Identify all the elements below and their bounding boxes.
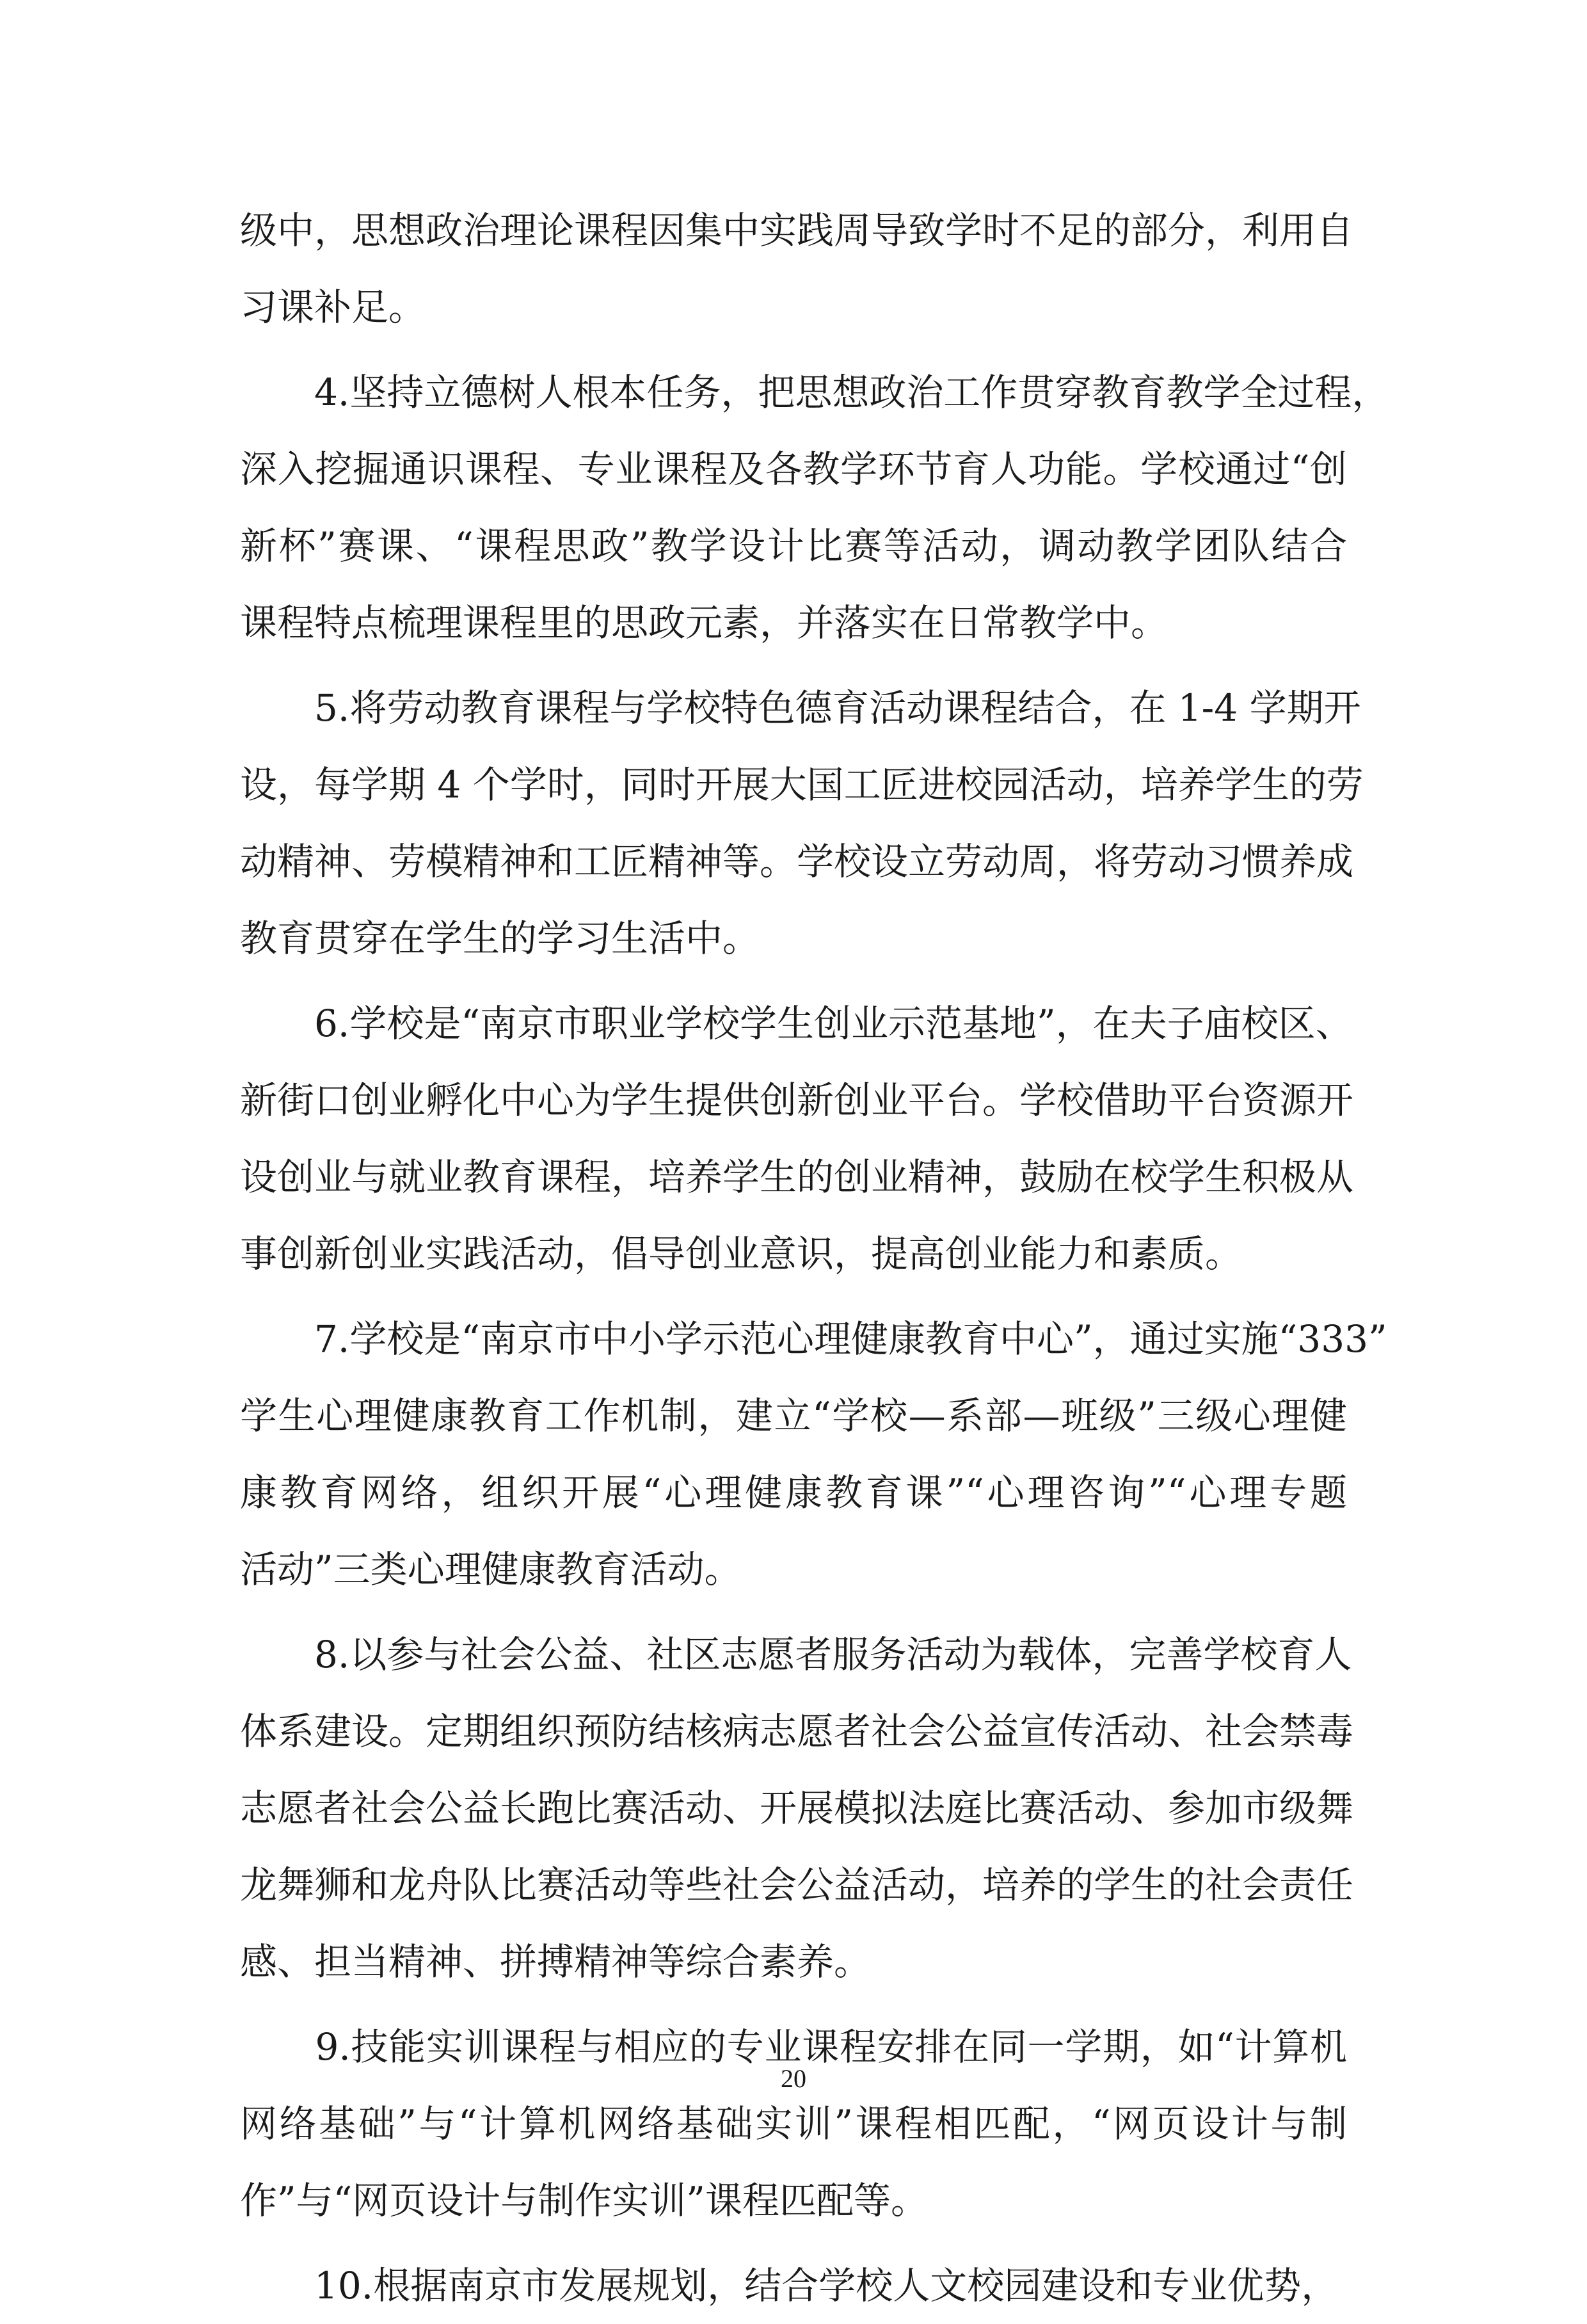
text-line: 课程特点梳理课程里的思政元素，并落实在日常教学中。 [240,601,1168,645]
text-line: 教育贯穿在学生的学习生活中。 [240,917,760,960]
text-line: 康教育网络，组织开展“心理健康教育课”“心理咨询”“心理专题 [240,1471,1347,1514]
paragraph-gap [240,346,1347,354]
text-line: 体系建设。定期组织预防结核病志愿者社会公益宣传活动、社会禁毒 [240,1710,1354,1753]
paragraph [240,2247,1347,2324]
text-line: 6.学校是“南京市职业学校学生创业示范基地”，在夫子庙校区、 [240,1002,1353,1045]
text-line: 8.以参与社会公益、社区志愿者服务活动为载体，完善学校育人 [240,1633,1352,1676]
text-line: 新杯”赛课、“课程思政”教学设计比赛等活动，调动教学团队结合 [240,524,1347,568]
paragraph [240,192,1354,346]
text-line: 7.学校是“南京市中小学示范心理健康教育中心”，通过实施“333” [240,1317,1387,1361]
text-line: 新街口创业孵化中心为学生提供创新创业平台。学校借助平台资源开 [240,1078,1354,1122]
text-line: 级中，思想政治理论课程因集中实践周导致学时不足的部分，利用自 [240,209,1354,252]
page-number: 20 [781,2064,806,2093]
text-line: 网络基础”与“计算机网络基础实训”课程相匹配，“网页设计与制 [240,2102,1347,2145]
text-line: 事创新创业实践活动，倡导创业意识，提高创业能力和素质。 [240,1232,1243,1276]
text-line: 4.坚持立德树人根本任务，把思想政治工作贯穿教育教学全过程， [240,371,1389,414]
text-line: 志愿者社会公益长跑比赛活动、开展模拟法庭比赛活动、参加市级舞 [240,1786,1354,1830]
paragraph [240,985,1354,1292]
text-line: 5.将劳动教育课程与学校特色德育活动课程结合，在 1-4 学期开 [240,686,1361,730]
paragraph [240,2008,1347,2239]
text-line: 10.根据南京市发展规划，结合学校人文校园建设和专业优势， [240,2264,1339,2307]
text-line: 深入挖掘通识课程、专业课程及各教学环节育人功能。学校通过“创 [240,447,1347,491]
text-line: 作”与“网页设计与制作实训”课程匹配等。 [240,2179,928,2222]
paragraph-gap [240,1292,1347,1301]
text-line: 动精神、劳模精神和工匠精神等。学校设立劳动周，将劳动习惯养成 [240,840,1354,883]
paragraph-gap [240,1608,1347,1616]
paragraph [240,354,1389,661]
paragraph-gap [240,2000,1347,2008]
paragraph-gap [240,977,1347,985]
body-text [240,192,1389,2324]
text-line: 活动”三类心理健康教育活动。 [240,1548,742,1591]
text-line: 习课补足。 [240,285,426,329]
paragraph [240,1301,1387,1608]
paragraph [240,669,1364,977]
text-line: 感、担当精神、拼搏精神等综合素养。 [240,1940,872,1983]
paragraph-gap [240,2239,1347,2247]
text-line: 9.技能实训课程与相应的专业课程安排在同一学期，如“计算机 [240,2025,1347,2069]
text-line: 龙舞狮和龙舟队比赛活动等些社会公益活动，培养的学生的社会责任 [240,1863,1354,1907]
paragraph-gap [240,661,1347,669]
text-line: 设，每学期 4 个学时，同时开展大国工匠进校园活动，培养学生的劳 [240,763,1364,806]
text-line: 学生心理健康教育工作机制，建立“学校—系部—班级”三级心理健 [240,1394,1347,1438]
paragraph [240,1616,1354,2000]
text-line: 设创业与就业教育课程，培养学生的创业精神，鼓励在校学生积极从 [240,1155,1354,1199]
